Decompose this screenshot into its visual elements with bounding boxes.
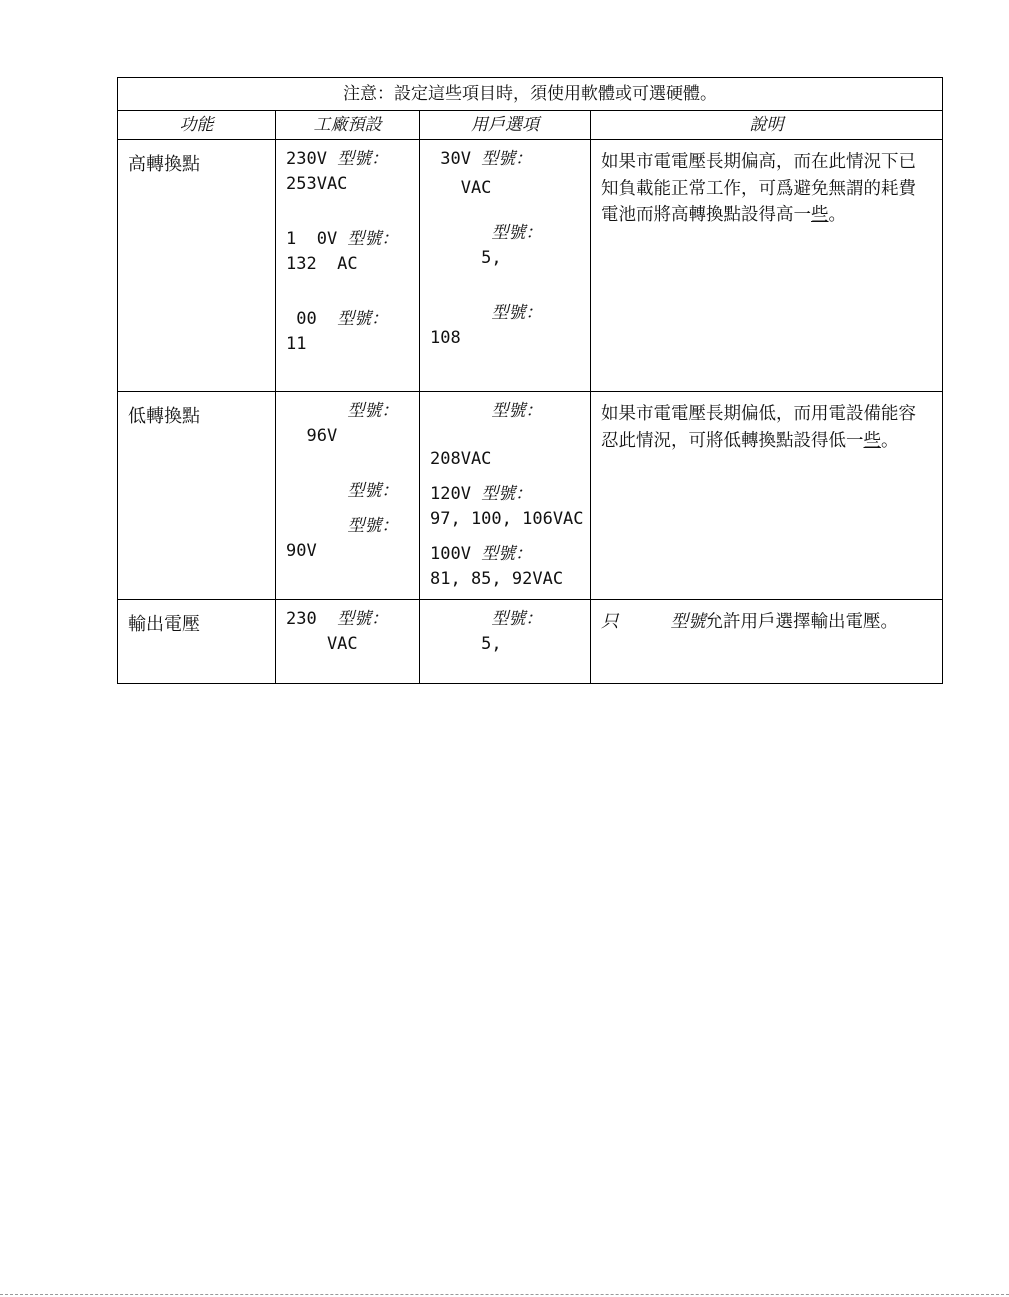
user-entry: 型號： — [491, 401, 543, 421]
description-cell: 只 型號允許用戶選擇輸出電壓。 — [591, 600, 943, 684]
settings-table — [117, 77, 943, 684]
user-entry: 100V 型號： — [430, 544, 533, 564]
factory-entry: 型號： — [347, 516, 399, 536]
user-value: 108 — [430, 328, 461, 348]
user-value: 81, 85, 92VAC — [430, 569, 564, 589]
factory-entry: 型號： — [347, 481, 399, 501]
function-cell: 輸出電壓 — [118, 600, 276, 684]
table-row — [118, 600, 943, 684]
function-cell: 低轉換點 — [118, 392, 276, 600]
user-option-cell — [420, 600, 591, 684]
user-value: 208VAC — [430, 449, 492, 469]
factory-entry: 230 型號： — [286, 609, 389, 629]
table-row — [118, 140, 943, 392]
user-value: VAC — [430, 178, 492, 198]
factory-value: 253VAC — [286, 174, 348, 194]
table-row — [118, 392, 943, 600]
factory-entry: 1 0V 型號： — [286, 229, 399, 249]
factory-cell — [276, 600, 420, 684]
factory-value: 132 AC — [286, 254, 358, 274]
user-option-cell — [420, 140, 591, 392]
user-value: 5, — [430, 634, 502, 654]
header-function: 功能 — [118, 111, 276, 140]
factory-entry: 230V 型號： — [286, 149, 389, 169]
page-bottom-rule — [0, 1294, 1009, 1295]
factory-entry: 00 型號： — [286, 309, 389, 329]
function-cell: 高轉換點 — [118, 140, 276, 392]
user-value: 97, 100, 106VAC — [430, 509, 584, 529]
user-entry: 型號： — [491, 223, 543, 243]
notice-banner: 注意：設定這些項目時，須使用軟體或可選硬體。 — [118, 78, 943, 111]
description-cell: 如果市電電壓長期偏高，而在此情況下已知負載能正常工作，可爲避免無謂的耗費電池而將高轉換點設得高一些。 — [591, 140, 943, 392]
user-entry: 型號： — [491, 609, 543, 629]
header-factory-default: 工廠預設 — [276, 111, 420, 140]
user-entry: 30V 型號： — [430, 149, 533, 169]
factory-value: 96V — [286, 426, 338, 446]
header-user-option: 用戶選項 — [420, 111, 591, 140]
header-description: 說明 — [591, 111, 943, 140]
user-option-cell — [420, 392, 591, 600]
factory-value: 11 — [286, 334, 307, 354]
factory-cell — [276, 392, 420, 600]
factory-entry: 型號： — [347, 401, 399, 421]
description-cell: 如果市電電壓長期偏低，而用電設備能容忍此情況，可將低轉換點設得低一些。 — [591, 392, 943, 600]
factory-cell — [276, 140, 420, 392]
user-entry: 120V 型號： — [430, 484, 533, 504]
factory-value: VAC — [286, 634, 358, 654]
user-entry: 型號： — [491, 303, 543, 323]
user-value: 5, — [430, 248, 502, 268]
factory-value: 90V — [286, 541, 317, 561]
